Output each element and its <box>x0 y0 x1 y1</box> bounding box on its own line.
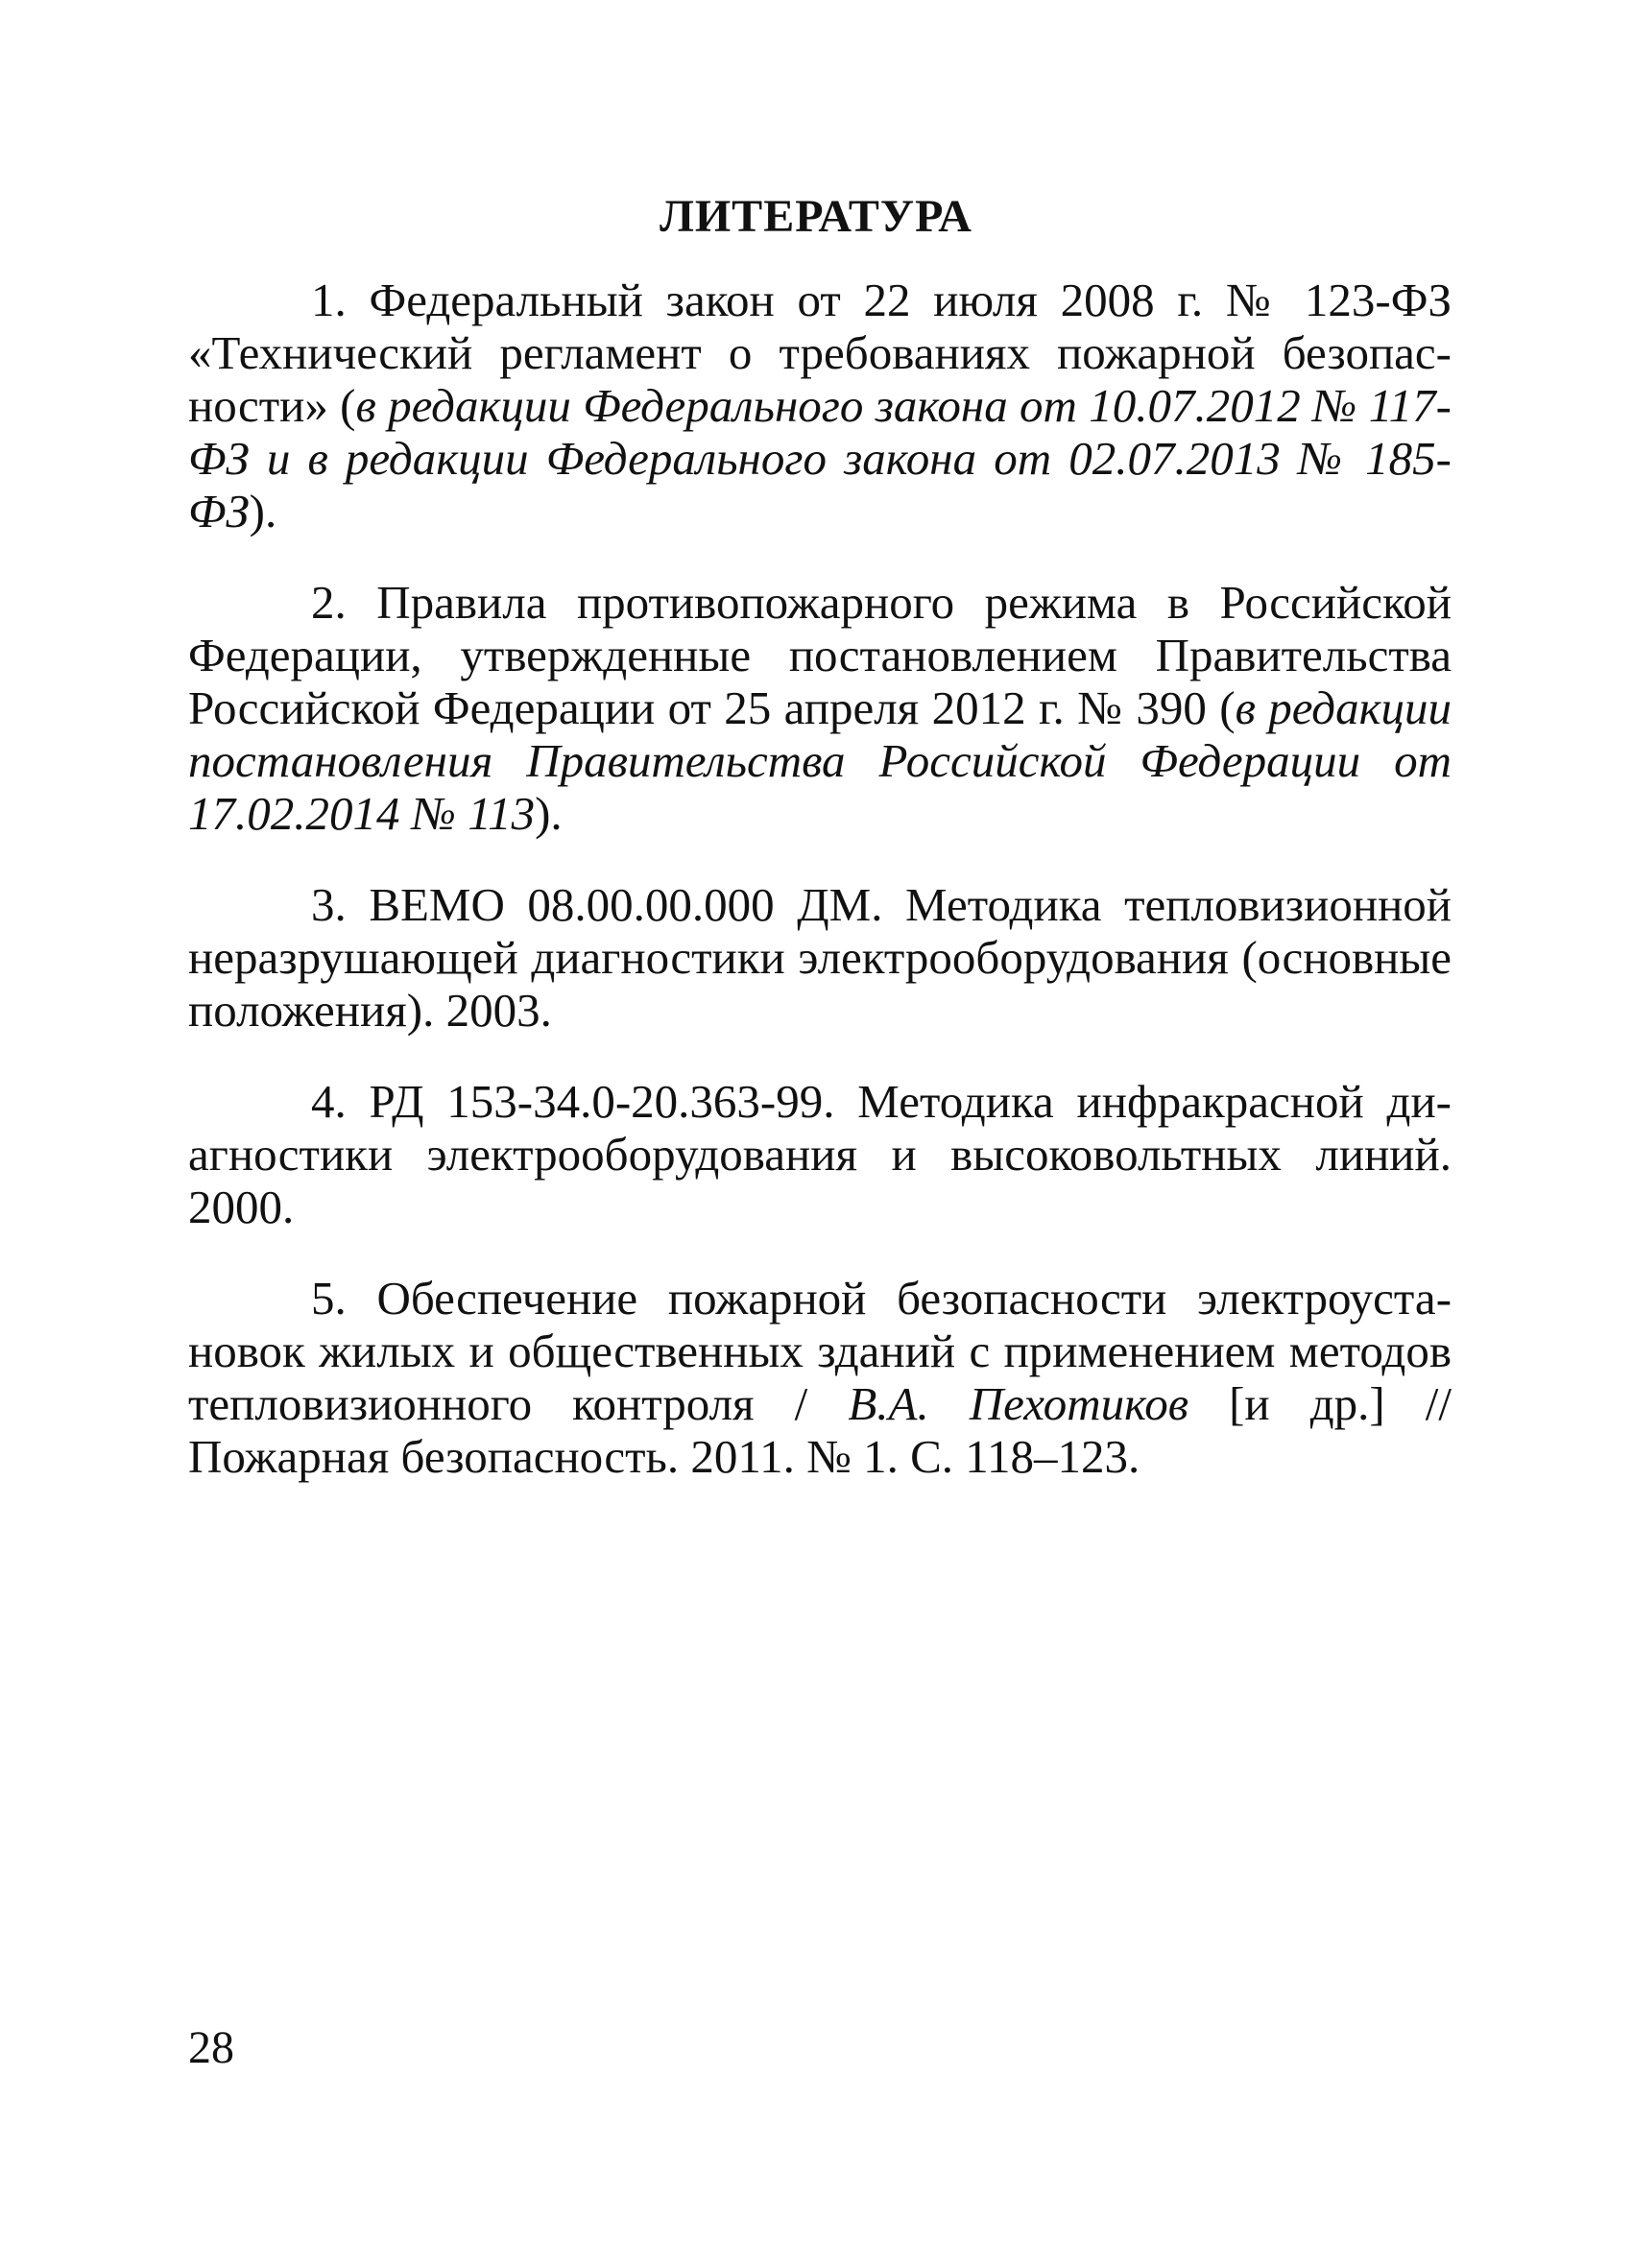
reference-number: 1. <box>311 274 347 326</box>
page-number: 28 <box>188 2022 234 2073</box>
reference-text: ВЕМО 08.00.00.000 ДМ. Методика тепловизионной неразрушающей диагностики электрооборудования (основные положения). 2003. <box>188 878 1452 1037</box>
reference-edition-note: в редакции Федерального закона от 10.07.2012 № 117-ФЗ и в редакции Федерального закона от 02.07.2013 № 185-ФЗ <box>188 379 1452 537</box>
reference-number: 3. <box>311 878 347 931</box>
reference-item-1: 1. Федеральный закон от 22 июля 2008 г. № 123-ФЗ «Технический регламент о требованиях пожарной безопасности» (в редакции Федерального закона от 10.07.2012 № 117-ФЗ и в редакции Федерального закона от 02.07.2013 № 185-ФЗ). <box>188 274 1452 537</box>
reference-item-3 <box>188 878 1452 1037</box>
reference-author: В.А. Пехотиков <box>848 1377 1189 1430</box>
reference-item-5 <box>188 1272 1452 1483</box>
reference-text: РД 153-34.0-20.363-99. Методика инфракрасной диагностики электрооборудования и высоковольтных линий. 2000. <box>188 1075 1452 1233</box>
reference-number: 4. <box>311 1075 347 1128</box>
page-title: ЛИТЕРАТУРА <box>660 191 972 242</box>
reference-number: 5. <box>311 1272 347 1325</box>
reference-item-2: 2. Правила противопожарного режима в Российской Федерации, утвержденные постановлением Правительства Российской Федерации от 25 апреля 2012 г. № 390 (в редакции постановления Правительства Российской Федерации от 17.02.2014 № 113). <box>188 576 1452 840</box>
reference-text: Федеральный закон от 22 июля 2008 г. № 123-ФЗ «Технический регламент о требованиях пожарной безопасности» <box>188 274 1452 432</box>
reference-list <box>188 274 1452 1521</box>
reference-number: 2. <box>311 576 347 629</box>
reference-tail: [и др.] // Пожарная безопасность. 2011. № 1. С. 118–123. <box>188 1377 1452 1483</box>
reference-item-4 <box>188 1075 1452 1233</box>
reference-tail: . <box>265 485 277 537</box>
reference-text: Обеспечение пожарной безопасности электроустановок жилых и общественных зданий с применением методов тепловизионного контроля / <box>188 1272 1452 1430</box>
reference-tail: . <box>550 787 563 840</box>
reference-edition-note: в редакции постановления Правительства Российской Федерации от 17.02.2014 № 113 <box>188 681 1452 840</box>
reference-text: Правила противопожарного режима в Российской Федерации, утвержденные постановлением Правительства Российской Федерации от 25 апреля 2012 г. № 390 <box>188 576 1452 734</box>
